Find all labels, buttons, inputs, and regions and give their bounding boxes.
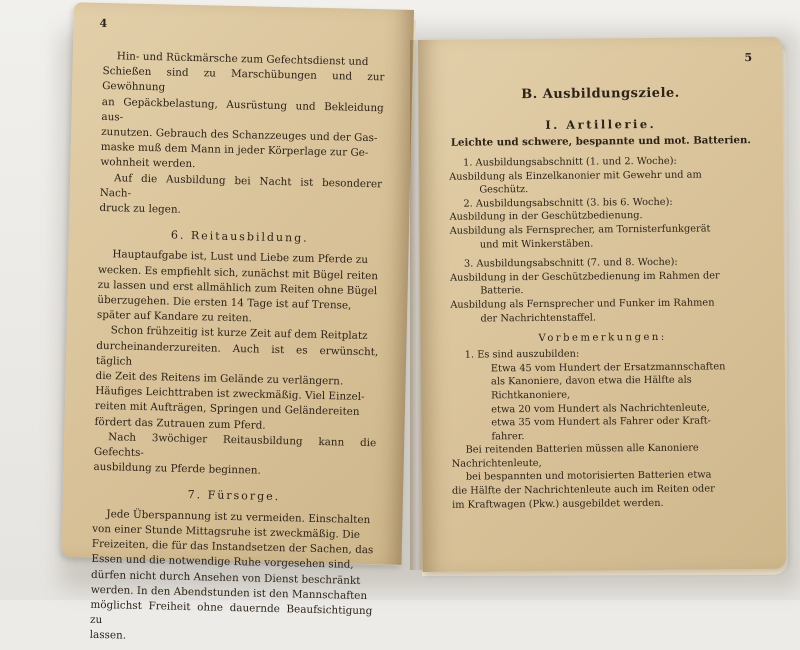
text-line: Geschütz. [479,184,529,196]
text-line: Essen und die notwendige Ruhe vorgesehen sind, [91,553,354,572]
text-line: wohnheit werden. [100,156,196,171]
text-line: werden. In den Abendstunden ist den Mannschaften [90,583,368,602]
text-line: als Kanoniere, davon etwa die Hälfte als [490,374,692,388]
text-line: etwa 20 vom Hundert als Nachrichtenleute, [491,401,710,415]
text-line: Nachrichtenleute, [451,457,542,470]
text-line: 2. Ausbildungsabschnitt (3. bis 6. Woche): [463,196,673,210]
left-page-body [90,49,385,650]
paragraph-night-training [99,171,382,223]
heading-fuersorge: 7. Fürsorge. [187,488,281,504]
text-line: ausbildung zu Pferde beginnen. [93,461,261,477]
text-line: die Zeit des Reitens im Gelände zu verlängern. [95,369,344,388]
text-line: reiten mit Aufträgen, Springen und Geländereiten [94,400,360,419]
paragraph-riding-3 [93,430,376,482]
text-line: der Nachrichtenstaffel. [480,311,597,324]
paragraph-riding-1 [97,247,381,329]
text-line: wecken. Es empfiehlt sich, zunächst mit Bügel reiten [97,263,379,282]
text-line: zunutzen. Gebrauch des Schanzzeuges und der Gas- [101,125,378,145]
text-line: bei bespannten und motorisierten Batterien etwa [465,469,712,484]
text-line: und mit Winkerstäben. [479,238,594,251]
text-line: etwa 35 vom Hundert als Fahrer oder Kraft- [491,415,712,429]
text-line: Häufiges Leichttraben ist zweckmäßig. Viel Einzel- [95,385,365,404]
right-page-number: 5 [744,51,753,65]
text-line: Etwa 45 vom Hundert der Ersatzmannschaften [490,361,726,375]
text-line: Freizeiten, die für das Instandsetzen der Sachen, das [91,537,374,557]
text-line: Hin- und Rückmärsche zum Gefechtsdienst und [116,50,369,68]
text-line: Auf die Ausbildung bei Nacht ist besonderer Nach- [99,171,383,200]
text-line: Ausbildung in der Geschützbedienung. [449,210,643,224]
text-line: fördert das Zutrauen zum Pferd. [94,415,266,432]
text-line: druck zu legen. [99,201,182,216]
text-line: dürfen nicht durch Ansehen von Dienst beschränkt [90,568,361,587]
text-line: Jede Überspannung ist zu vermeiden. Einschalten [106,507,371,526]
text-line: Richtkanoniere, [491,389,571,402]
text-line: 1. Ausbildungsabschnitt (1. und 2. Woche): [463,155,677,169]
preliminary-remarks-list [451,346,756,512]
text-line: fahrer. [491,430,525,443]
text-line: 1. Es sind auszubilden: [464,348,580,361]
left-page-number: 4 [99,16,108,31]
text-line: 3. Ausbildungsabschnitt (7. und 8. Woche): [463,256,678,270]
text-line: Ausbildung als Fernsprecher und Funker im Rahmen [450,297,715,311]
text-line: Ausbildung als Einzelkanonier mit Gewehr und am [449,169,702,183]
text-line: Schießen sind zu Marschübungen und zur Gewöhnung [102,65,385,94]
text-line: möglichst Freiheit ohne dauernde Beaufsichtigung zu [89,598,373,627]
preliminary-remarks-heading: Vorbemerkungen: [538,331,667,345]
text-line: Batterie. [480,285,524,297]
text-line: Ausbildung als Fernsprecher, am Tornisterfunkgerät [449,223,711,237]
training-phases-list [449,154,754,326]
text-line: überzugehen. Die ersten 14 Tage ist auf Trense, [97,293,352,312]
text-line: zu lassen und erst allmählich zum Reiten ohne Bügel [97,278,378,298]
section-title: B. Ausbildungsziele. [521,85,680,103]
paragraph-marching [100,49,385,177]
text-line: im Kraftwagen (Pkw.) ausgebildet werden. [452,497,664,511]
text-line: Ausbildung in der Geschützbedienung im Rahmen der [450,270,720,284]
batteries-subheading: Leichte und schwere, bespannte und mot. Batterien. [450,134,752,149]
paragraph-care [90,507,375,650]
text-line: lassen. [89,629,127,642]
heading-reitausbildung: 6. Reitausbildung. [170,228,309,245]
text-line: durcheinanderzureiten. Auch ist es erwünscht, täglich [95,339,379,368]
text-line: Schon frühzeitig ist kurze Zeit auf dem Reitplatz [110,324,368,343]
paragraph-riding-2 [94,323,378,436]
text-line: die Hälfte der Nachrichtenleute auch im Reiten oder [451,483,715,497]
text-line: später auf Kandare zu reiten. [96,309,253,325]
text-line: Bei reitenden Batterien müssen alle Kanoniere [465,442,699,456]
right-page [418,37,787,572]
text-line: Nach 3wöchiger Reitausbildung kann die Gefechts- [93,431,377,460]
left-page [61,2,414,642]
text-line: maske muß dem Mann in jeder Körperlage zur Ge- [100,141,369,160]
text-line: Hauptaufgabe ist, Lust und Liebe zum Pferde zu [112,248,369,267]
artillery-heading: I. Artillerie. [545,116,657,132]
text-line: an Gepäckbelastung, Ausrüstung und Bekleidung aus- [101,95,384,124]
text-line: von einer Stunde Mittagsruhe ist zweckmäßig. Die [92,522,361,541]
